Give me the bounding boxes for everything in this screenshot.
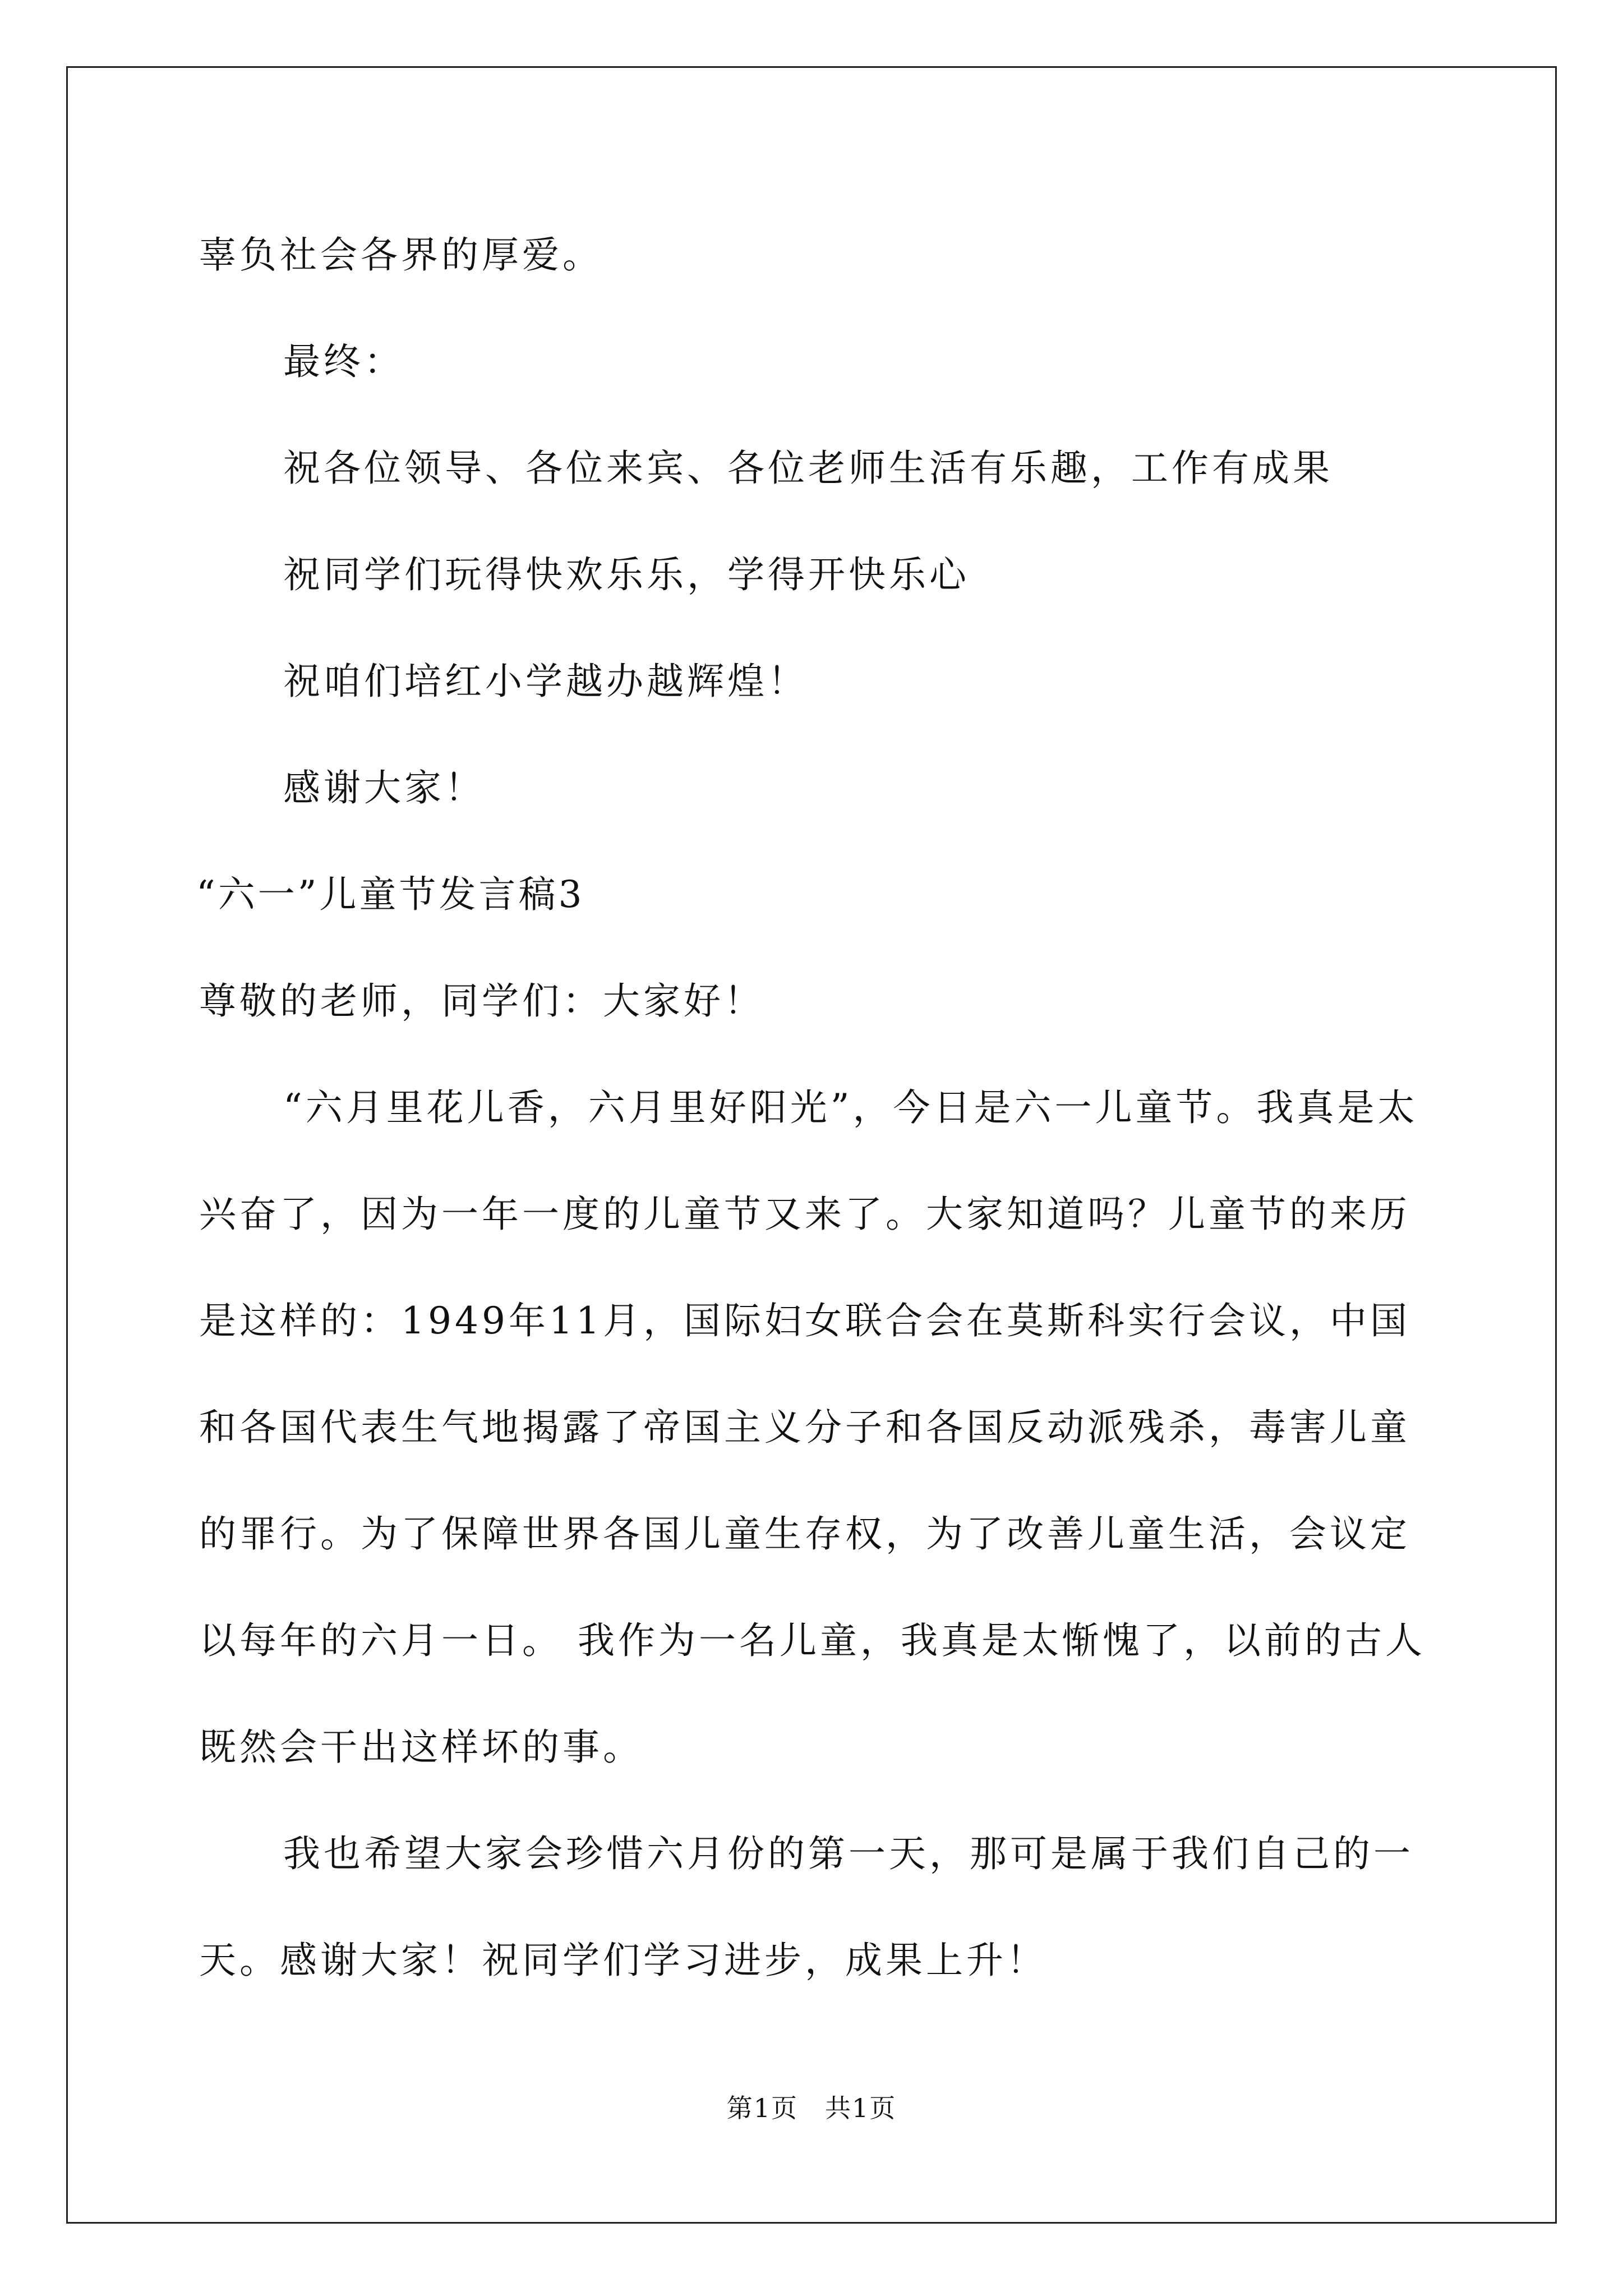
paragraph-line: 的罪行。为了保障世界各国儿童生存权，为了改善儿童生活，会议定	[199, 1512, 1410, 1556]
paragraph-line: 最终：	[283, 340, 404, 383]
salutation: 尊敬的老师，同学们：大家好！	[199, 979, 764, 1023]
paragraph-line: 兴奋了，因为一年一度的儿童节又来了。大家知道吗？儿童节的来历	[199, 1193, 1410, 1236]
paragraph-line: 和各国代表生气地揭露了帝国主义分子和各国反动派残杀，毒害儿童	[199, 1406, 1410, 1449]
paragraph-line: 天。感谢大家！祝同学们学习进步，成果上升！	[199, 1939, 1047, 1982]
paragraph-line: 祝同学们玩得快欢乐乐，学得开快乐心	[283, 553, 970, 596]
paragraph-line: 祝咱们培红小学越办越辉煌！	[283, 660, 808, 703]
paragraph-line: 是这样的：1949年11月，国际妇女联合会在莫斯科实行会议，中国	[199, 1299, 1410, 1342]
paragraph-line: 祝各位领导、各位来宾、各位老师生活有乐趣，工作有成果	[283, 447, 1333, 490]
paragraph-line: 既然会干出这样坏的事。	[199, 1726, 643, 1769]
paragraph-line: 感谢大家！	[283, 766, 485, 809]
paragraph-line: 以每年的六月一日。 我作为一名儿童，我真是太惭愧了，以前的古人	[199, 1619, 1426, 1662]
page-border	[66, 66, 1557, 2224]
section-title: “六一”儿童节发言稿3	[196, 873, 585, 916]
paragraph-line: 辜负社会各界的厚爱。	[199, 233, 603, 277]
paragraph-line: 我也希望大家会珍惜六月份的第一天，那可是属于我们自己的一	[283, 1832, 1414, 1875]
page-number-footer: 第1页 共1页	[726, 2093, 897, 2123]
paragraph-line: “六月里花儿香，六月里好阳光”，今日是六一儿童节。我真是太	[283, 1086, 1418, 1129]
